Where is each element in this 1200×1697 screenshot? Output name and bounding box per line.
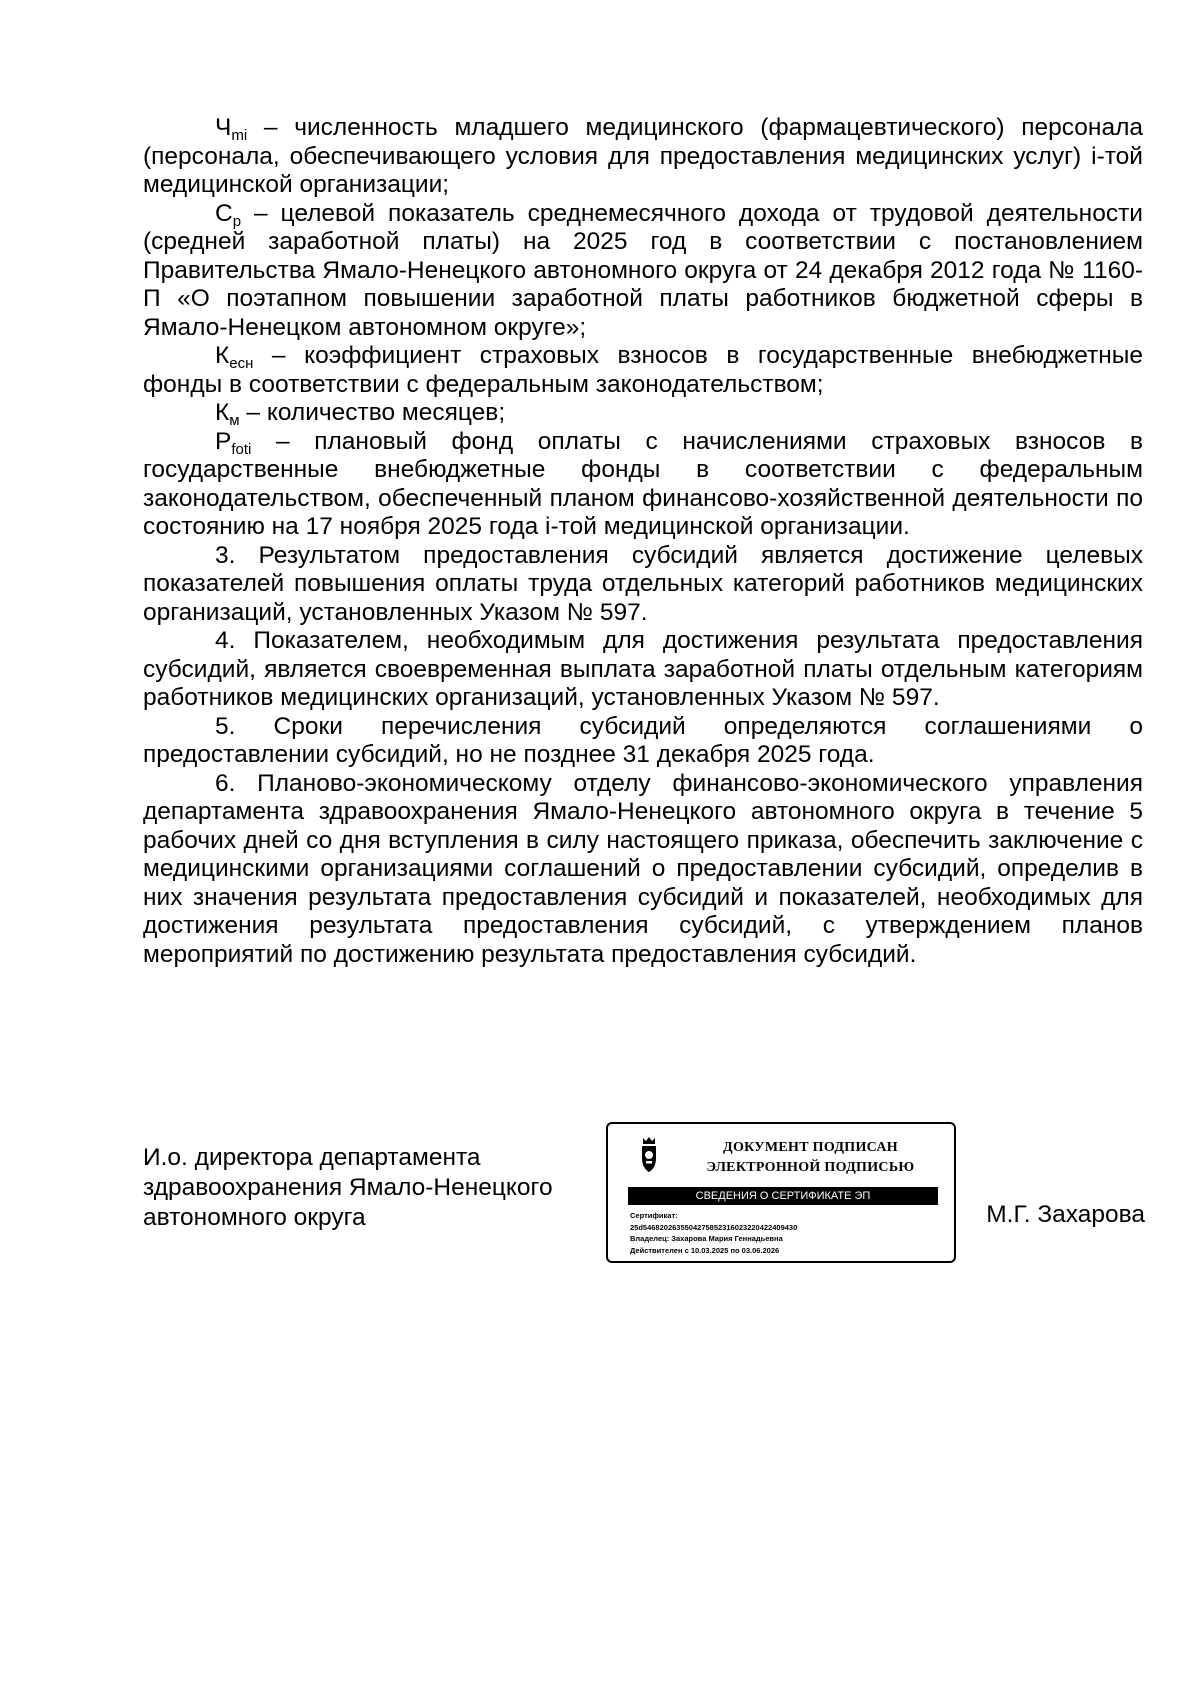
certificate-validity: Действителен с 10.03.2025 по 03.06.2026 bbox=[630, 1245, 780, 1255]
certificate-label: Сертификат: bbox=[630, 1211, 678, 1220]
certificate-number: 25d5468202635504275852316023220422409430 bbox=[630, 1222, 798, 1232]
certificate-details bbox=[630, 1210, 950, 1256]
certificate-owner: Владелец: Захарова Мария Геннадьевна bbox=[630, 1234, 783, 1243]
coat-of-arms-icon bbox=[634, 1134, 664, 1174]
signatory-position: И.о. директора департамента здравоохранения Ямало-Ненецкого автономного округа bbox=[143, 1144, 553, 1231]
paragraph-cp: $С_p$ – целевой показатель среднемесячного дохода от трудовой деятельности (средней заработной платы) на 2025 год в соответствии с постановлением Правительства Ямало-Ненецкого автономного округа от 24 декабря 2012 года № 1160-П «О поэтапном повышении заработной платы работников бюджетной сферы в Ямало-Ненецком автономном округе»; bbox=[143, 199, 1143, 341]
paragraph-item-3: 3. Результатом предоставления субсидий является достижение целевых показателей повышения оплаты труда отдельных категорий работников медицинских организаций, установленных Указом № 597. bbox=[143, 541, 1143, 626]
paragraph-item-4: 4. Показателем, необходимым для достижения результата предоставления субсидий, является своевременная выплата заработной платы отдельным категориям работников медицинских организаций, установленных Указом № 597. bbox=[143, 627, 1143, 711]
stamp-title: ДОКУМЕНТ ПОДПИСАН ЭЛЕКТРОННОЙ ПОДПИСЬЮ bbox=[706, 1140, 915, 1175]
paragraph-km: $К_м$ – количество месяцев; bbox=[215, 399, 506, 429]
document-body bbox=[143, 114, 1143, 969]
paragraph-pfoti: $Р_{foti}$ – плановый фонд оплаты с начислениями страховых взносов в государственные внебюджетные фонды в соответствии с федеральным законодательством, обеспеченный планом финансово-хозяйственной деятельности по состоянию на 17 ноября 2025 года i-той медицинской организации. bbox=[143, 427, 1143, 540]
signatory-name: М.Г. Захарова bbox=[986, 1201, 1145, 1228]
paragraph-chmi: $Ч_{mi}$ – численность младшего медицинского (фармацевтического) персонала (персонала, обеспечивающего условия для предоставления медицинских услуг) i-той медицинской организации; bbox=[143, 114, 1143, 198]
electronic-signature-stamp bbox=[606, 1122, 956, 1263]
certificate-info-bar: СВЕДЕНИЯ О СЕРТИФИКАТЕ ЭП bbox=[628, 1187, 938, 1205]
paragraph-item-6: 6. Планово-экономическому отделу финансово-экономического управления департамента здравоохранения Ямало-Ненецкого автономного округа в течение 5 рабочих дней со дня вступления в силу настоящего приказа, обеспечить заключение с медицинскими организациями соглашений о предоставлении субсидий, определив в них значения результата предоставления субсидий и показателей, необходимых для достижения результата предоставления субсидий, с утверждением планов мероприятий по достижению результата предоставления субсидий. bbox=[143, 769, 1143, 968]
paragraph-kesn: $К_{есн}$ – коэффициент страховых взносов в государственные внебюджетные фонды в соответствии с федеральным законодательством; bbox=[143, 342, 1143, 398]
paragraph-item-5: 5. Сроки перечисления субсидий определяются соглашениями о предоставлении субсидий, но не позднее 31 декабря 2025 года. bbox=[143, 712, 1143, 768]
